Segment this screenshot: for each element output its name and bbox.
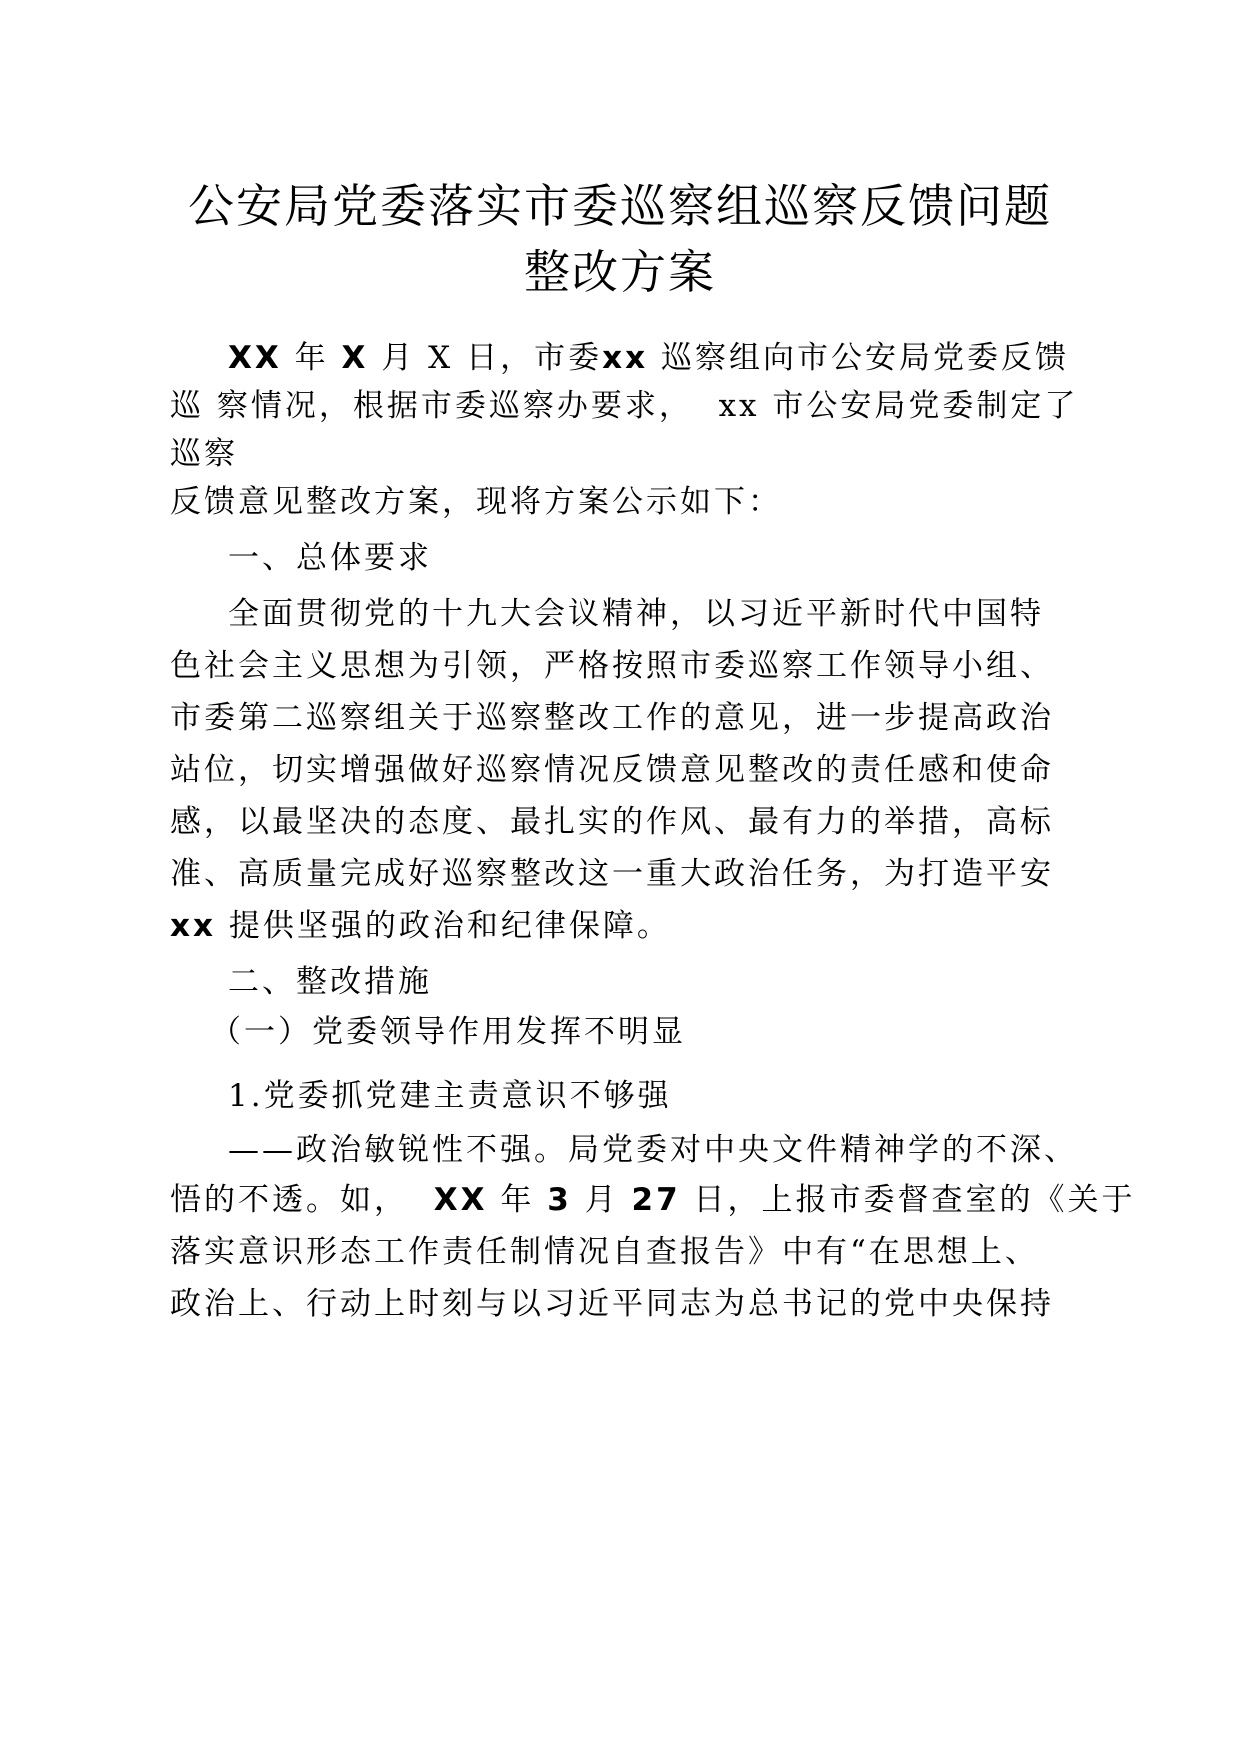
section-1-line-1: 全面贯彻党的十九大会议精神，以习近平新时代中国特 bbox=[228, 596, 1044, 632]
item-1-year-placeholder: XX bbox=[433, 1182, 488, 1218]
section-1-line-5: 感，以最坚决的态度、最扎实的作风、最有力的举措，高标 bbox=[170, 804, 1054, 840]
intro-line-3: 巡察 bbox=[170, 436, 238, 472]
document-title-line-2: 整改方案 bbox=[524, 245, 716, 299]
document-title-line-1: 公安局党委落实市委巡察组巡察反馈问题 bbox=[188, 179, 1052, 233]
item-1-line-1: ——政治敏锐性不强。局党委对中央文件精神学的不深、 bbox=[228, 1132, 1078, 1168]
item-1-line-3: 落实意识形态工作责任制情况自查报告》中有“在思想上、 bbox=[170, 1234, 1039, 1270]
city-placeholder: xx bbox=[170, 908, 216, 944]
intro-text: 市公安局党委制定了 bbox=[772, 388, 1079, 424]
item-1-text: 月 bbox=[584, 1182, 619, 1218]
intro-text: 巡察组向市公安局党委反馈 bbox=[660, 340, 1069, 376]
intro-day-placeholder: X bbox=[428, 340, 454, 376]
item-1-text: 悟的不透。如， bbox=[170, 1182, 408, 1218]
subsection-1-heading: （一）党委领导作用发挥不明显 bbox=[210, 1014, 686, 1050]
section-1-line-3: 市委第二巡察组关于巡察整改工作的意见，进一步提高政治 bbox=[170, 700, 1054, 736]
intro-text: 日，市委 bbox=[466, 340, 603, 376]
intro-line-1 bbox=[228, 338, 1069, 378]
section-1-line-4: 站位，切实增强做好巡察情况反馈意见整改的责任感和使命 bbox=[170, 752, 1054, 788]
item-1-text: 年 bbox=[500, 1182, 535, 1218]
item-1-heading: 1.党委抓党建主责意识不够强 bbox=[228, 1078, 672, 1114]
intro-line-2 bbox=[170, 386, 1078, 426]
intro-city-placeholder: xx bbox=[718, 388, 760, 424]
section-1-text: 提供坚强的政治和纪律保障。 bbox=[228, 908, 671, 944]
intro-text: 巡 bbox=[170, 388, 204, 424]
intro-year-placeholder: XX bbox=[228, 340, 282, 376]
intro-text: 月 bbox=[381, 340, 416, 376]
item-1-month: 3 bbox=[547, 1182, 572, 1218]
intro-month-placeholder: X bbox=[341, 340, 369, 376]
section-1-heading: 一、总体要求 bbox=[228, 540, 432, 576]
section-2-heading: 二、整改措施 bbox=[228, 964, 432, 1000]
intro-city-placeholder: xx bbox=[602, 340, 649, 376]
item-1-line-4: 政治上、行动上时刻与以习近平同志为总书记的党中央保持 bbox=[170, 1286, 1054, 1322]
item-1-line-2 bbox=[170, 1180, 1136, 1220]
intro-text: 察情况，根据市委巡察办要求， bbox=[216, 388, 693, 424]
item-1-text: 日，上报市委督查室的《关于 bbox=[693, 1182, 1136, 1218]
intro-text: 年 bbox=[294, 340, 329, 376]
section-1-line-7 bbox=[170, 906, 671, 946]
intro-line-4: 反馈意见整改方案，现将方案公示如下： bbox=[170, 484, 782, 520]
section-1-line-2: 色社会主义思想为引领，严格按照市委巡察工作领导小组、 bbox=[170, 648, 1054, 684]
section-1-line-6: 准、高质量完成好巡察整改这一重大政治任务，为打造平安 bbox=[170, 856, 1054, 892]
item-1-day: 27 bbox=[631, 1182, 681, 1218]
